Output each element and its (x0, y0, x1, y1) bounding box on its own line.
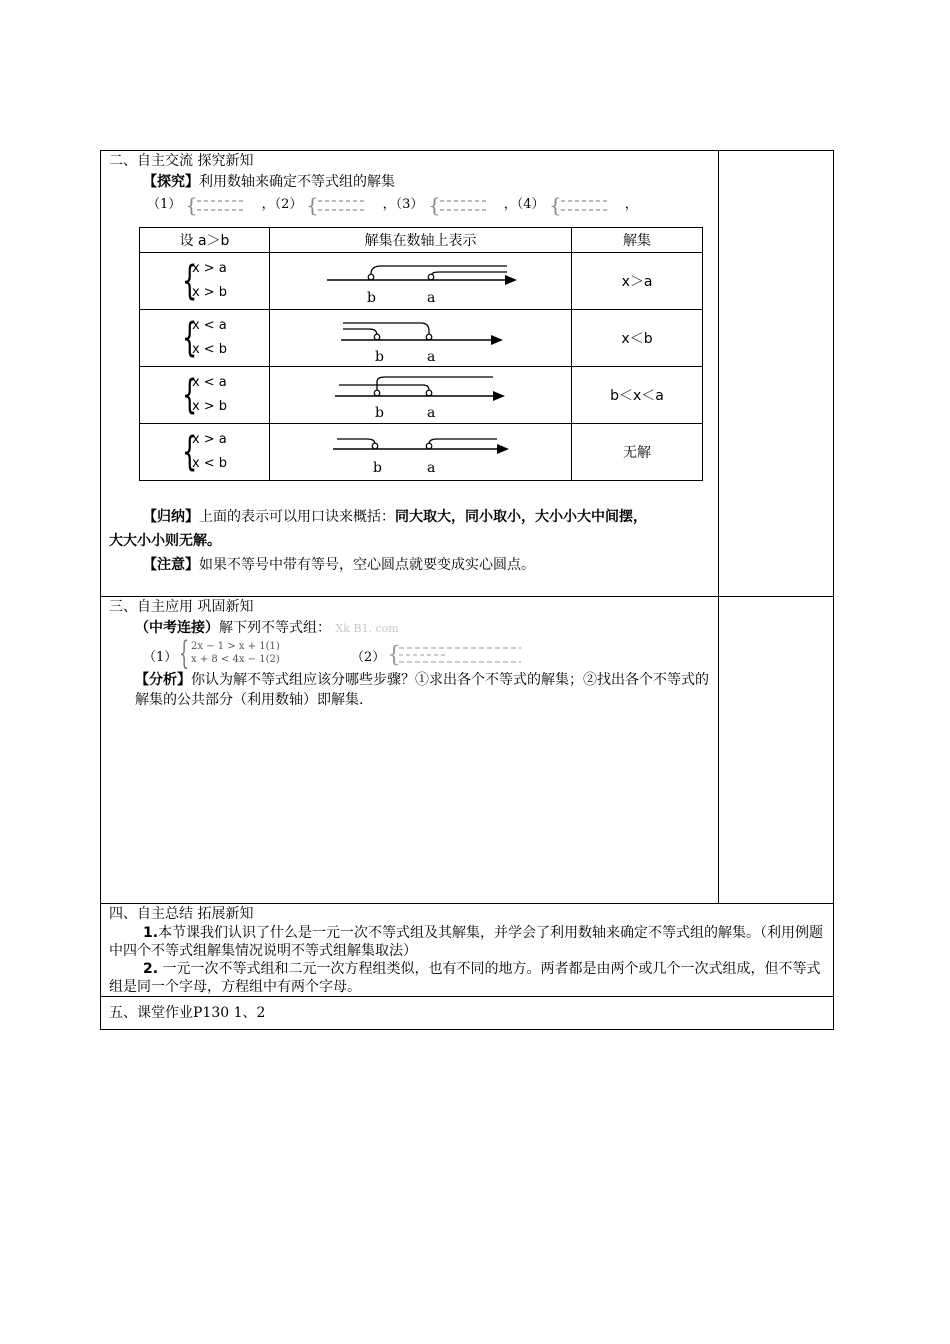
label-a: a (426, 290, 435, 306)
homework-text: P130 1、2 (193, 1005, 266, 1021)
section-2-notes-column (719, 151, 834, 597)
summary-rule-1: 同大取大，同小取小，大小小大中间摆， (395, 509, 647, 525)
exercise-line (101, 634, 718, 672)
table-row (140, 424, 703, 481)
number-line-cell (270, 253, 572, 310)
problem-3-label: ，（3） (382, 197, 424, 212)
point-2-number: 2. (143, 961, 159, 977)
svg-text:{: { (427, 193, 441, 216)
solution-table-header (140, 228, 703, 253)
section-4-title: 四、自主总结 拓展新知 (109, 906, 254, 922)
exercise-1-eq1: 2x − 1 > x + 1(1) (191, 641, 280, 652)
summary-rule-2: 大大小小则无解。 (109, 533, 221, 549)
section-4-row (101, 904, 834, 997)
problem-2-label: ，（2） (261, 197, 303, 212)
system-cell (140, 310, 270, 367)
number-line-cell (270, 424, 572, 481)
solution-cell: x＜b (572, 310, 703, 367)
problem-list (101, 193, 718, 223)
point-2-text: 一元一次不等式组和二元一次方程组类似，也有不同的地方。两者都是由两个或几个一次式组成，但不等式组是同一个字母，方程组中有两个字母。 (109, 961, 821, 995)
note-paragraph (101, 553, 718, 577)
summary-point-2 (101, 960, 833, 996)
exercise-2-system-icon (387, 642, 527, 668)
note-tag: 【注意】 (143, 557, 199, 573)
system-cell (140, 424, 270, 481)
eq1: x < a (191, 318, 227, 333)
solution-set-table (139, 227, 703, 481)
svg-text:{: { (387, 643, 401, 668)
section-2-title: 二、自主交流 探究新知 (109, 153, 254, 169)
homework-line (101, 1003, 833, 1023)
section-5-row (101, 997, 834, 1030)
number-line-diagram (271, 311, 571, 365)
explore-text: 利用数轴来确定不等式组的解集 (199, 174, 395, 190)
number-line-diagram (271, 368, 571, 422)
link-line (101, 617, 718, 640)
brace-icon: { (181, 315, 198, 361)
exercise-2-label: （2） (351, 650, 386, 665)
label-b: b (374, 349, 384, 365)
section-3-row (101, 597, 834, 904)
section-2-main (101, 151, 719, 597)
number-line-diagram (271, 425, 571, 479)
label-b: b (366, 290, 376, 306)
explore-tag: 【探究】 (143, 174, 199, 190)
analysis-paragraph (101, 670, 718, 710)
summary-rule-2-line (101, 529, 718, 553)
section-5-cell (101, 997, 834, 1030)
table-row (140, 310, 703, 367)
section-3-title: 三、自主应用 巩固新知 (109, 599, 254, 615)
header-solution: 解集 (572, 228, 703, 253)
inequality-system (182, 428, 227, 476)
exercise-1-eq2: x + 8 < 4x − 1(2) (191, 654, 280, 665)
solution-cell: x＞a (572, 253, 703, 310)
label-b: b (372, 460, 382, 476)
brace-icon: { (179, 634, 190, 672)
number-line-cell (270, 310, 572, 367)
eq1: x < a (191, 375, 227, 390)
eq2: x > b (191, 285, 228, 300)
problem-1-system-icon (185, 194, 251, 216)
link-tag: （中考连接） (135, 620, 219, 636)
problem-1-label: （1） (147, 197, 182, 212)
brace-icon: { (181, 429, 198, 475)
brace-icon: { (181, 258, 198, 304)
problem-4-system-icon (549, 194, 615, 216)
section-3-main (101, 597, 719, 904)
note-text: 如果不等号中带有等号，空心圆点就要变成实心圆点。 (199, 557, 535, 573)
link-text: 解下列不等式组： (219, 620, 331, 636)
summary-tag: 【归纳】 (143, 509, 199, 525)
label-a: a (426, 349, 435, 365)
eq1: x > a (191, 261, 227, 276)
table-row (140, 367, 703, 424)
section-3-notes-column (719, 597, 834, 904)
summary-point-1 (101, 924, 833, 960)
eq2: x < b (191, 456, 228, 471)
svg-text:{: { (185, 193, 199, 216)
solution-cell: b＜x＜a (572, 367, 703, 424)
eq1: x > a (191, 432, 227, 447)
eq2: x > b (191, 399, 228, 414)
analysis-text: 你认为解不等式组应该分哪些步骤？①求出各个不等式的解集；②找出各个不等式的解集的公共部分（利用数轴）即解集. (135, 672, 709, 708)
section-5-title: 五、课堂作业 (109, 1005, 193, 1021)
number-line-cell (270, 367, 572, 424)
problem-4-label: ，（4） (503, 197, 545, 212)
exercise-1-label: （1） (143, 650, 178, 665)
exercise-1-system (191, 640, 280, 666)
eq2: x < b (191, 342, 228, 357)
solution-cell: 无解 (572, 424, 703, 481)
label-b: b (374, 405, 384, 421)
explore-line (101, 171, 718, 193)
label-a: a (426, 405, 435, 421)
system-cell (140, 253, 270, 310)
section-2-row (101, 151, 834, 597)
problem-end-mark: ， (624, 197, 638, 212)
system-cell (140, 367, 270, 424)
section-4-cell (101, 904, 834, 997)
header-numberline: 解集在数轴上表示 (270, 228, 572, 253)
summary-paragraph (101, 505, 718, 529)
watermark-text: Xk B1. com (335, 622, 399, 635)
point-1-text: 本节课我们认识了什么是一元一次不等式组及其解集，并学会了利用数轴来确定不等式组的解集。（利用例题中四个不等式组解集情况说明不等式组解集取法） (109, 925, 824, 959)
inequality-system (182, 314, 227, 362)
point-1-number: 1. (143, 925, 159, 941)
lesson-table (100, 150, 834, 1030)
label-a: a (426, 460, 435, 476)
problem-2-system-icon (306, 194, 372, 216)
summary-text: 上面的表示可以用口诀来概括： (199, 509, 395, 525)
problem-3-system-icon (428, 194, 494, 216)
inequality-system (182, 371, 227, 419)
header-assume: 设 a＞b (140, 228, 270, 253)
svg-text:{: { (548, 193, 562, 216)
number-line-diagram (271, 254, 571, 308)
table-row (140, 253, 703, 310)
svg-text:{: { (306, 193, 320, 216)
analysis-tag: 【分析】 (135, 672, 191, 688)
inequality-system (182, 257, 227, 305)
brace-icon: { (181, 372, 198, 418)
